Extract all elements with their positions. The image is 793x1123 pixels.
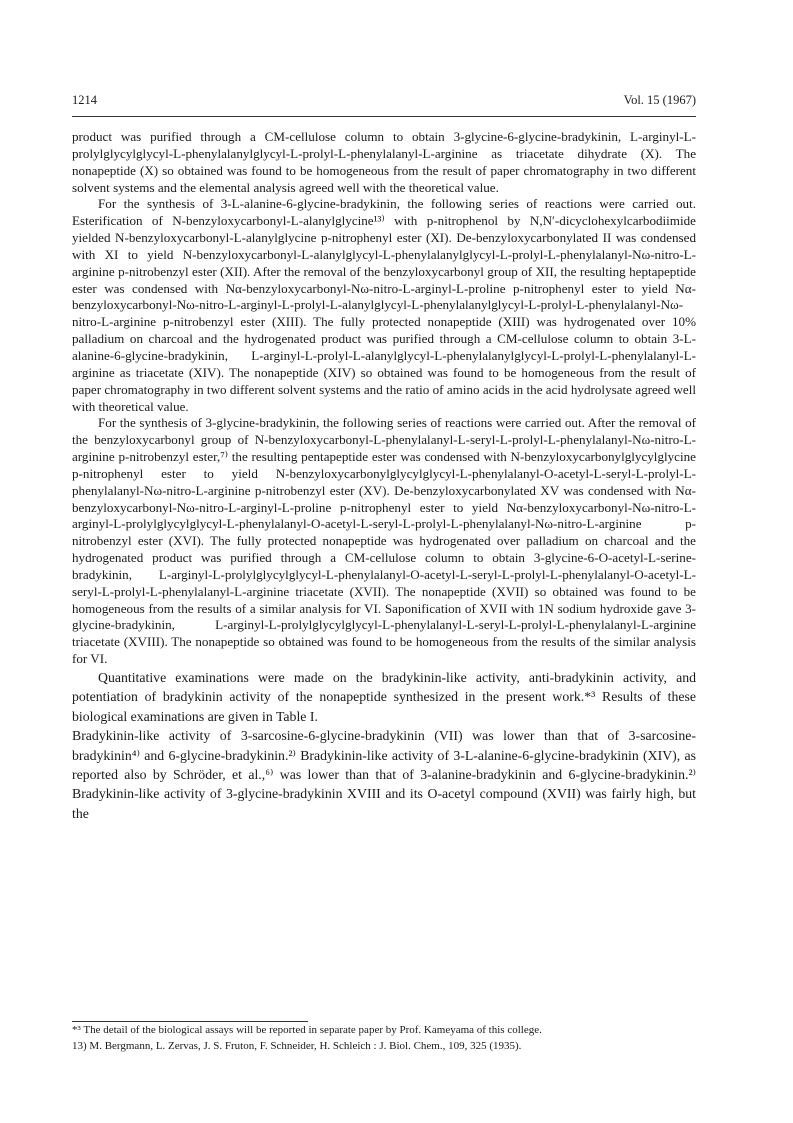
paragraph-alanine-glycine-synthesis: For the synthesis of 3-L-alanine-6-glycine-bradykinin, the following series of reactions were carried out. Esterification of N-benzyloxycarbonyl-L-alanylglycine¹³⁾ with p-nitrophenol by N,N′-dicyclohexylcarbodiimide yielded N-benzyloxycarbonyl-L-alanylglycine p-nitrophenyl ester (XI). De-benzyloxycarbonylated II was condensed with XI to yield N-benzyloxycarbonyl-L-alanylglycyl-L-phenylalanylglycyl-L-prolyl-L-phenylalanyl-Nω-nitro-L-arginine p-nitrobenzyl ester (XII). After the removal of the benzyloxycarbonyl group of XII, the resulting heptapeptide ester was condensed with Nα-benzyloxycarbonyl-Nω-nitro-L-arginyl-L-proline p-nitrophenyl ester to yield Nα-benzyloxycarbonyl-Nω-nitro-L-arginyl-L-prolyl-L-alanylglycyl-L-phenylalanylglycyl-L-prolyl-L-phenylalanyl-Nω-nitro-L-arginine p-nitrobenzyl ester (XIII). The fully protected nonapeptide (XIII) was hydrogenated over 10% palladium on charcoal and the hydrogenated product was purified through a CM-cellulose column to obtain 3-L-alanine-6-glycine-bradykinin, L-arginyl-L-prolyl-L-alanylglycyl-L-phenylalanylglycyl-L-prolyl-L-phenylalanyl-L-arginine as triacetate (XIV). The nonapeptide (XIV) so obtained was found to be homogeneous from the result of paper chromatography in two different solvent systems and the ratio of amino acids in the acid hydrolysate agreed well with theoretical value.: [72, 196, 696, 414]
reference-13: 13) M. Bergmann, L. Zervas, J. S. Fruton, F. Schneider, H. Schleich : J. Biol. Chem., 109, 325 (1935).: [72, 1039, 522, 1052]
body-text: [72, 129, 696, 823]
volume-info: Vol. 15 (1967): [623, 93, 696, 107]
footnotes: [72, 1023, 702, 1054]
footnote-rule: [72, 1021, 308, 1022]
running-header: [72, 93, 696, 111]
paragraph-glycine-glycine-bradykinin: product was purified through a CM-cellulose column to obtain 3-glycine-6-glycine-bradykinin, L-arginyl-L-prolylglycylglycyl-L-phenylalanylglycyl-L-prolyl-L-phenylalanyl-L-arginine as triacetate dihydrate (X). The nonapeptide (X) so obtained was found to be homogeneous from the result of paper chromatography in two different solvent systems and the elemental analysis agreed well with the theoretical value.: [72, 129, 696, 195]
footnote-assay: *³ The detail of the biological assays will be reported in separate paper by Prof. Kameyama of this college.: [72, 1024, 542, 1036]
header-rule: [72, 116, 696, 117]
page-number: 1214: [72, 93, 97, 107]
paragraph-activity-results: Bradykinin-like activity of 3-sarcosine-6-glycine-bradykinin (VII) was lower than that of 3-sarcosine-bradykinin⁴⁾ and 6-glycine-bradykinin.²⁾ Bradykinin-like activity of 3-L-alanine-6-glycine-bradykinin (XIV), as reported also by Schröder, et al.,⁶⁾ was lower than that of 3-alanine-bradykinin and 6-glycine-bradykinin.²⁾ Bradykinin-like activity of 3-glycine-bradykinin XVIII and its O-acetyl compound (XVII) was fairly high, but the: [72, 728, 696, 821]
paragraph-glycine-bradykinin-synthesis: For the synthesis of 3-glycine-bradykinin, the following series of reactions were carried out. After the removal of the benzyloxycarbonyl group of N-benzyloxycarbonyl-L-phenylalanyl-L-seryl-L-prolyl-L-phenylalanyl-Nω-nitro-L-arginine p-nitrobenzyl ester,⁷⁾ the resulting pentapeptide ester was condensed with N-benzyloxycarbonylglycylglycine p-nitrophenyl ester to yield N-benzyloxycarbonylglycylglycyl-L-phenylalanyl-O-acetyl-L-seryl-L-prolyl-L-phenylalanyl-Nω-nitro-L-arginine p-nitrobenzyl ester (XV). De-benzyloxycarbonylated XV was condensed with Nα-benzyloxycarbonyl-Nω-nitro-L-arginyl-L-proline p-nitrophenyl ester to yield Nα-benzyloxycarbonyl-Nω-nitro-L-arginyl-L-prolylglycylglycyl-L-phenylalanyl-O-acetyl-L-seryl-L-prolyl-L-phenylalanyl-Nω-nitro-L-arginine p-nitrobenzyl ester (XVI). The fully protected nonapeptide was hydrogenated over palladium on charcoal and the hydrogenated product was purified through a CM-cellulose column to obtain 3-glycine-6-O-acetyl-L-serine-bradykinin, L-arginyl-L-prolylglycylglycyl-L-phenylalanyl-O-acetyl-L-seryl-L-prolyl-L-phenylalanyl-O-acetyl-L-seryl-L-prolyl-L-phenylalanyl-L-arginine triacetate (XVII). The nonapeptide (XVII) so obtained was found to be homogeneous from the results of a similar analysis for VI. Saponification of XVII with 1N sodium hydroxide gave 3-glycine-bradykinin, L-arginyl-L-prolylglycylglycyl-L-phenylalanyl-L-seryl-L-prolyl-L-phenylalanyl-L-arginine triacetate (XVIII). The nonapeptide so obtained was found to be homogeneous from the results of the similar analysis for VI.: [72, 415, 696, 667]
paragraph-biological-examination: Quantitative examinations were made on the bradykinin-like activity, anti-bradykinin activity, and potentiation of bradykinin activity of the nonapeptide synthesized in the present work.*³ Results of these biological examinations are given in Table I.: [72, 670, 696, 724]
